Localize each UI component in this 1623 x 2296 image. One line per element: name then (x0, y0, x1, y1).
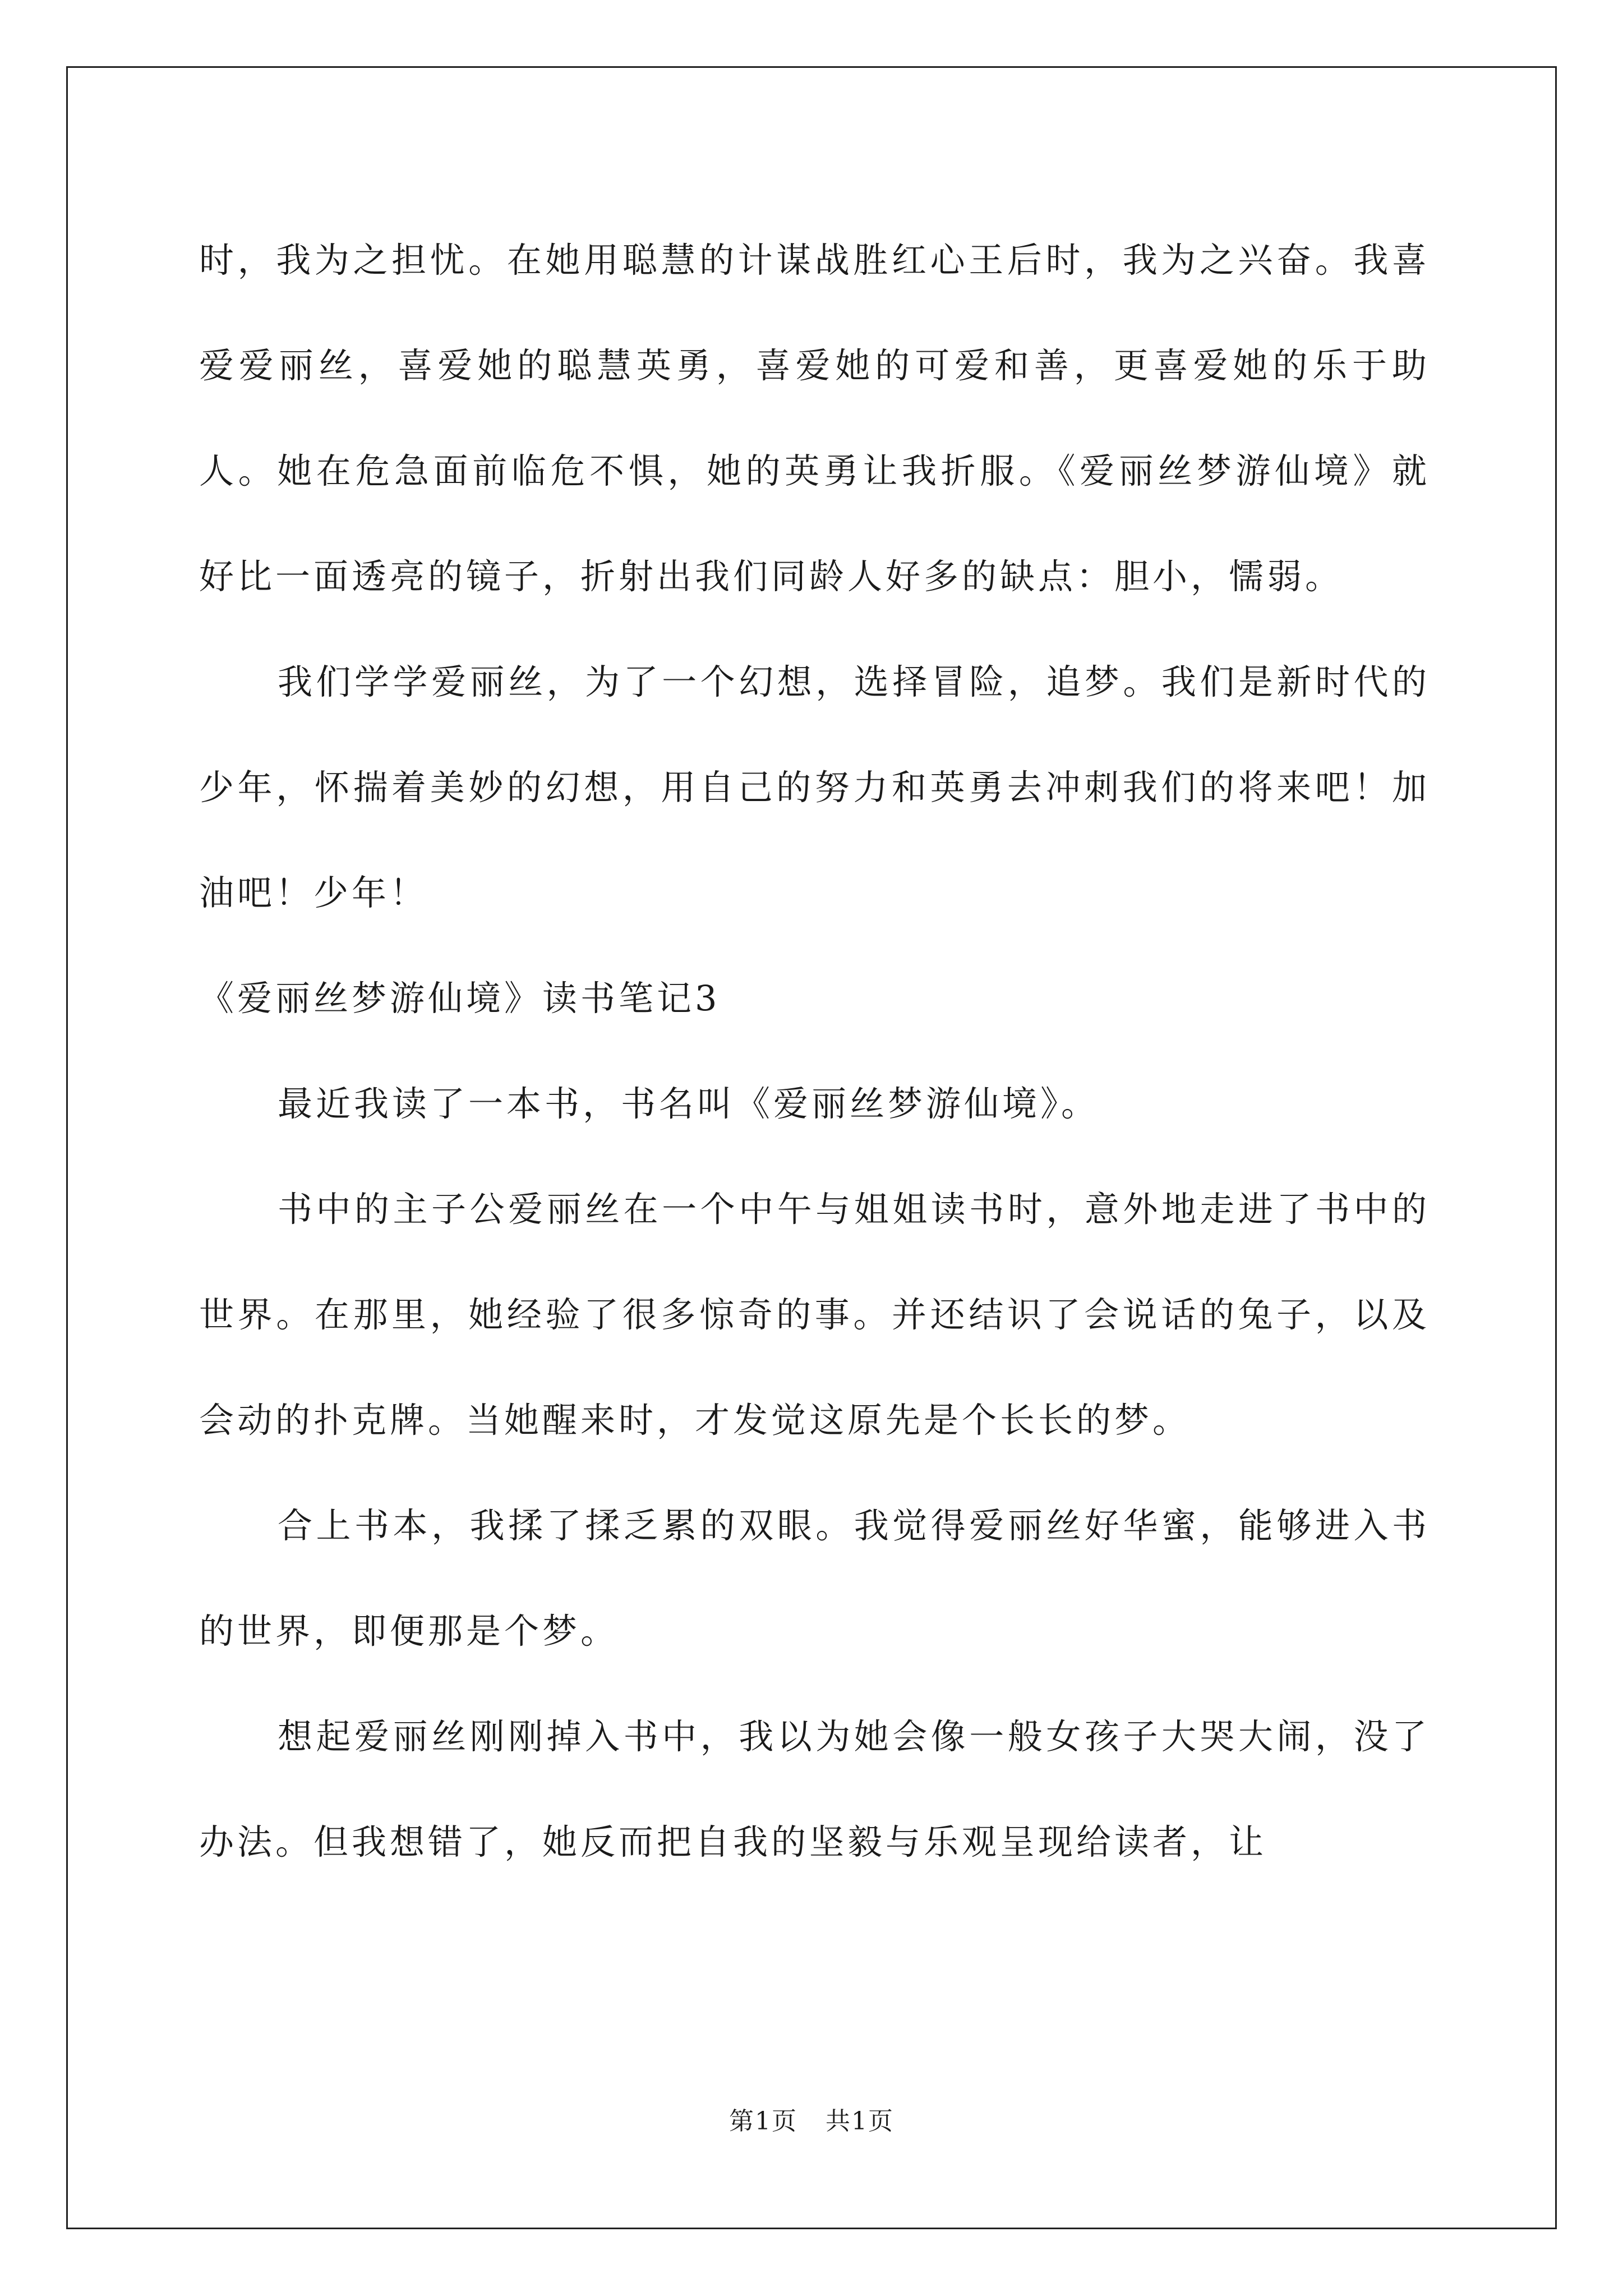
paragraph-intro: 最近我读了一本书，书名叫《爱丽丝梦游仙境》。 (278, 1083, 1100, 1124)
page-footer (0, 2101, 1623, 2137)
document-body (199, 208, 1430, 1895)
paragraph-continued: 时，我为之担忧。在她用聪慧的计谋战胜红心王后时，我为之兴奋。我喜爱爱丽丝，喜爱她的聪慧英勇，喜爱她的可爱和善，更喜爱她的乐于助人。她在危急面前临危不惧，她的英勇让我折服。《爱丽丝梦游仙境》就好比一面透亮的镜子，折射出我们同龄人好多的缺点：胆小，懦弱。 (199, 240, 1430, 597)
page-number: 第1页 (729, 2107, 797, 2136)
paragraph-reflection: 合上书本，我揉了揉乏累的双眼。我觉得爱丽丝好华蜜，能够进入书的世界，即便那是个梦。 (199, 1505, 1430, 1651)
section-heading: 《爱丽丝梦游仙境》读书笔记3 (199, 978, 721, 1019)
page-total: 共1页 (826, 2107, 894, 2136)
paragraph-encouragement: 我们学学爱丽丝，为了一个幻想，选择冒险，追梦。我们是新时代的少年，怀揣着美妙的幻想，用自己的努力和英勇去冲刺我们的将来吧！加油吧！少年！ (199, 661, 1430, 913)
paragraph-story: 书中的主子公爱丽丝在一个中午与姐姐读书时，意外地走进了书中的世界。在那里，她经验了很多惊奇的事。并还结识了会说话的兔子，以及会动的扑克牌。当她醒来时，才发觉这原先是个长长的梦。 (199, 1189, 1430, 1441)
paragraph-thoughts: 想起爱丽丝刚刚掉入书中，我以为她会像一般女孩子大哭大闹，没了办法。但我想错了，她反而把自我的坚毅与乐观呈现给读者，让 (199, 1716, 1430, 1862)
